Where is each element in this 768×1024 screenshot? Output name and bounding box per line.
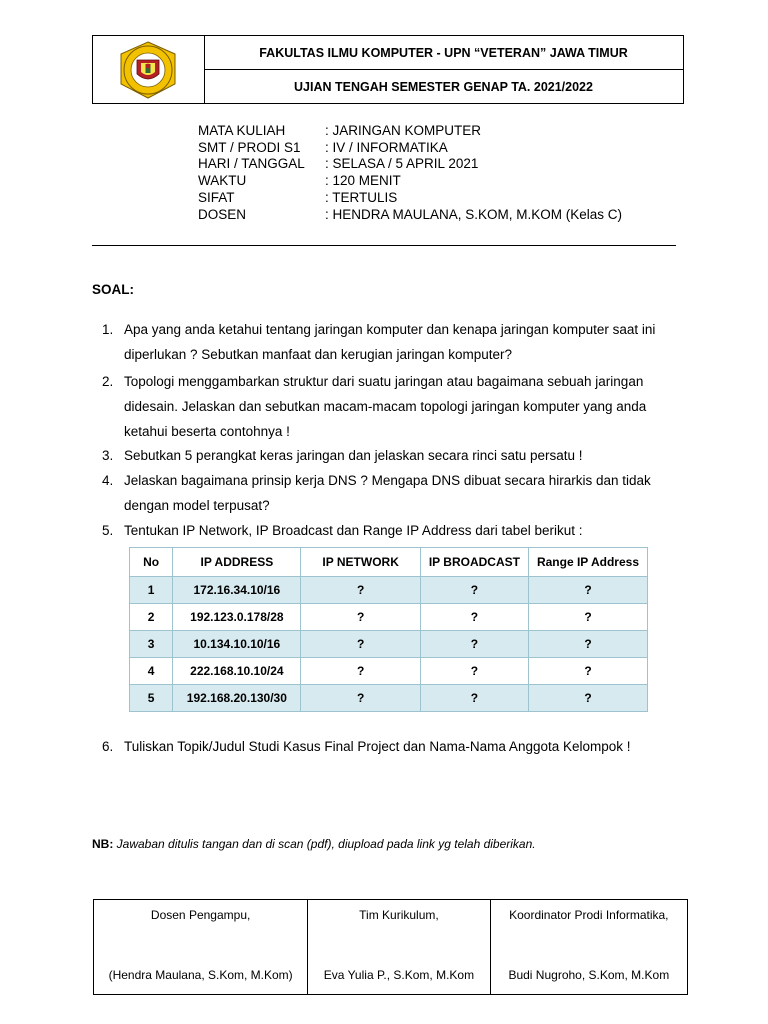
info-value: : TERTULIS: [325, 190, 398, 205]
table-cell: ?: [528, 658, 647, 685]
info-label: SMT / PRODI S1: [198, 140, 301, 155]
table-cell: ?: [420, 577, 528, 604]
signature-name: Eva Yulia P., S.Kom, M.Kom: [323, 968, 475, 982]
signature-cell: [490, 900, 687, 995]
table-header-row: [130, 548, 648, 577]
column-header: IP BROADCAST: [420, 548, 528, 577]
note-line: [92, 837, 536, 851]
question-number: 5.: [102, 523, 114, 538]
table-cell: ?: [528, 685, 647, 712]
table-cell: ?: [528, 604, 647, 631]
question-text: didesain. Jelaskan dan sebutkan macam-macam topologi jaringan komputer yang anda: [124, 399, 647, 414]
signature-title: Koordinator Prodi Informatika,: [509, 908, 669, 922]
info-value: : SELASA / 5 APRIL 2021: [325, 156, 479, 171]
info-label: SIFAT: [198, 190, 235, 205]
exam-header: [92, 35, 684, 104]
faculty-title: FAKULTAS ILMU KOMPUTER - UPN “VETERAN” JAWA TIMUR: [204, 36, 683, 70]
table-row: [130, 685, 648, 712]
signature-title: Dosen Pengampu,: [150, 908, 251, 922]
table-row: [130, 631, 648, 658]
table-row: [130, 577, 648, 604]
table-cell: 2: [130, 604, 173, 631]
table-cell: ?: [301, 577, 420, 604]
question-text: Apa yang anda ketahui tentang jaringan komputer dan kenapa jaringan komputer saat ini: [124, 322, 656, 337]
question-text: ketahui beserta contohnya !: [124, 424, 290, 439]
info-value: : IV / INFORMATIKA: [325, 140, 448, 155]
logo-cell: [93, 36, 205, 103]
signature-name: Budi Nugroho, S.Kom, M.Kom: [508, 968, 670, 982]
info-label: DOSEN: [198, 207, 247, 222]
table-cell: 10.134.10.10/16: [173, 631, 301, 658]
question-text: Tentukan IP Network, IP Broadcast dan Range IP Address dari tabel berikut :: [124, 523, 583, 538]
note-text: Jawaban ditulis tangan dan di scan (pdf), diupload pada link yg telah diberikan.: [116, 837, 536, 851]
question-number: 2.: [102, 374, 114, 389]
column-header: IP ADDRESS: [173, 548, 301, 577]
question-text: Jelaskan bagaimana prinsip kerja DNS ? Mengapa DNS dibuat secara hirarkis dan tidak: [124, 473, 651, 488]
table-cell: ?: [301, 604, 420, 631]
table-cell: ?: [420, 604, 528, 631]
table-cell: ?: [420, 631, 528, 658]
table-cell: 5: [130, 685, 173, 712]
university-seal-icon: [93, 36, 204, 103]
question-number: 4.: [102, 473, 114, 488]
info-label: MATA KULIAH: [198, 123, 286, 138]
column-header: No: [130, 548, 173, 577]
question-text: diperlukan ? Sebutkan manfaat dan kerugian jaringan komputer?: [124, 347, 513, 362]
column-header: Range IP Address: [528, 548, 647, 577]
table-cell: ?: [301, 685, 420, 712]
table-cell: 222.168.10.10/24: [173, 658, 301, 685]
table-cell: ?: [420, 685, 528, 712]
table-cell: ?: [420, 658, 528, 685]
question-number: 3.: [102, 448, 114, 463]
table-cell: ?: [528, 631, 647, 658]
signature-cell: [308, 900, 490, 995]
info-label: HARI / TANGGAL: [198, 156, 305, 171]
table-cell: ?: [301, 631, 420, 658]
info-value: : HENDRA MAULANA, S.KOM, M.KOM (Kelas C): [325, 207, 623, 222]
signature-name: (Hendra Maulana, S.Kom, M.Kom): [108, 968, 293, 982]
question-text: Tuliskan Topik/Judul Studi Kasus Final Project dan Nama-Nama Anggota Kelompok !: [124, 739, 631, 754]
ip-address-table: [129, 547, 648, 712]
exam-title: UJIAN TENGAH SEMESTER GENAP TA. 2021/2022: [294, 79, 593, 94]
table-cell: ?: [301, 658, 420, 685]
table-cell: 172.16.34.10/16: [173, 577, 301, 604]
question-text: Topologi menggambarkan struktur dari suatu jaringan atau bagaimana sebuah jaringan: [124, 374, 644, 389]
signature-table: [93, 899, 688, 995]
table-cell: 192.168.20.130/30: [173, 685, 301, 712]
table-cell: 4: [130, 658, 173, 685]
table-cell: ?: [528, 577, 647, 604]
column-header: IP NETWORK: [301, 548, 420, 577]
soal-heading: SOAL:: [92, 282, 134, 297]
info-value: : JARINGAN KOMPUTER: [325, 123, 482, 138]
info-label: WAKTU: [198, 173, 247, 188]
table-row: [130, 658, 648, 685]
question-text: dengan model terpusat?: [124, 498, 270, 513]
question-number: 6.: [102, 739, 114, 754]
question-text: Sebutkan 5 perangkat keras jaringan dan jelaskan secara rinci satu persatu !: [124, 448, 583, 463]
table-cell: 192.123.0.178/28: [173, 604, 301, 631]
info-value: : 120 MENIT: [325, 173, 401, 188]
section-divider: [92, 245, 676, 246]
signature-title: Tim Kurikulum,: [359, 908, 439, 922]
table-row: [130, 604, 648, 631]
table-cell: 3: [130, 631, 173, 658]
note-label: NB:: [92, 837, 114, 851]
table-cell: 1: [130, 577, 173, 604]
question-number: 1.: [102, 322, 114, 337]
signature-cell: [94, 900, 308, 995]
